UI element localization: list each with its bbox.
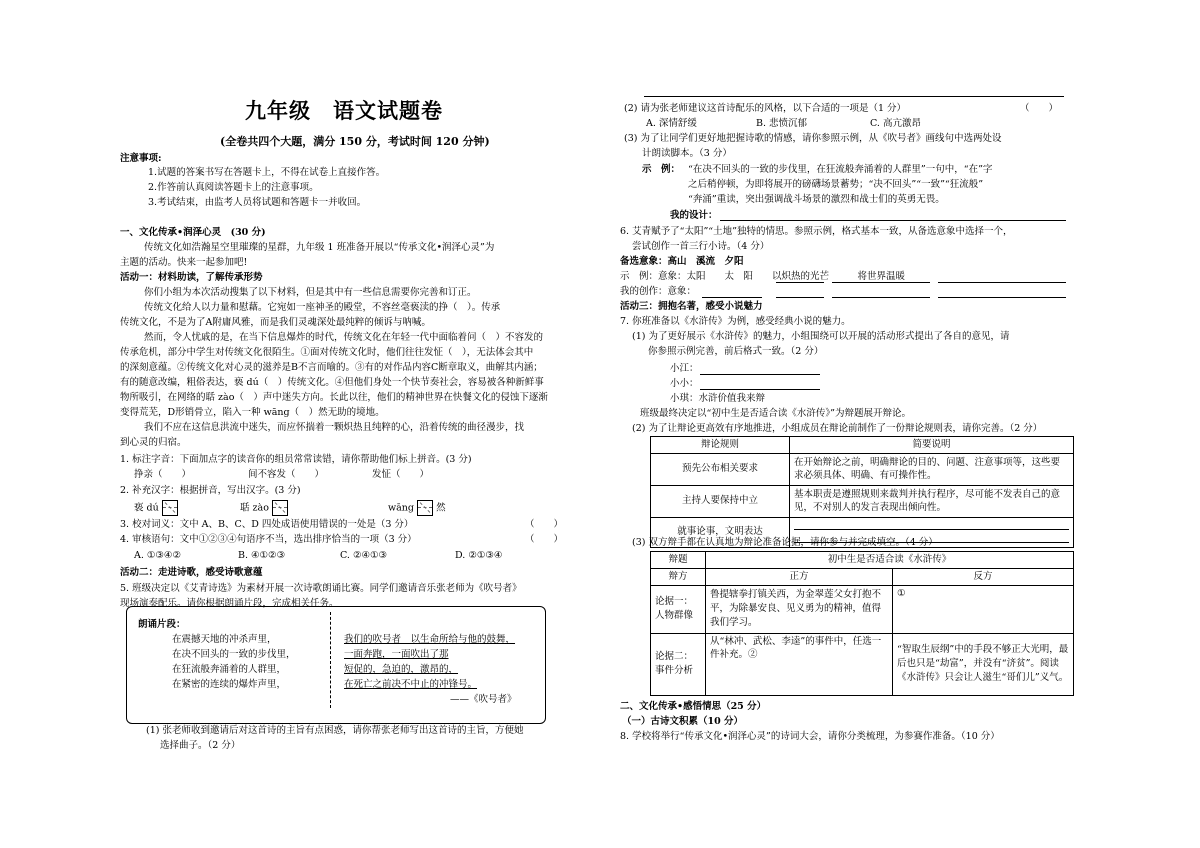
my-creation-label: 我的创作：意象：	[620, 286, 697, 297]
question-6: 6. 艾青赋予了“太阳”“土地”独特的情思。参照示例，格式基本一致，从备选意象中选择一个，	[620, 226, 1013, 237]
answer-line[interactable]	[938, 297, 1066, 298]
answer-cell[interactable]: 从“林冲、武松、李逵”的事件中，任选一件补充。②	[706, 633, 893, 695]
question-7-3: (3) 双方辩手都在认真地为辩论准备论据，请你参与并完成填空。（4 分）	[632, 537, 938, 548]
candidate-images: 备选意象：高山 溪流 夕阳	[620, 256, 744, 267]
answer-line[interactable]	[644, 96, 1064, 97]
question-7-1: (1) 为了更好展示《水浒传》的魅力，小组围绕可以开展的活动形式提出了各自的意见，请	[632, 331, 1010, 342]
answer-line[interactable]	[776, 297, 824, 298]
notice-item: 3.考试结束，由监考人员将试题和答题卡一并收回。	[148, 197, 367, 208]
option[interactable]: C. 高亢激昂	[870, 118, 921, 129]
paragraph-line: 你们小组为本次活动搜集了以下材料，但是其中有一些信息需要你完善和订正。	[144, 287, 477, 298]
answer-line[interactable]	[700, 389, 820, 390]
paragraph-line: 传承危机，部分中学生对传统文化很陌生。①面对传统文化时，他们往往发怔（ ），无法体会其中	[120, 347, 534, 358]
question-5: 5. 班级决定以《艾青诗选》为素材开展一次诗歌朗诵比赛。同学们邀请音乐张老师为《吹号者》	[120, 583, 522, 594]
poem-line: 在死亡之前决不中止的冲锋号。	[344, 679, 478, 690]
option[interactable]: A. ①③④②	[134, 550, 181, 561]
intro-line: 主题的活动。快来一起参加吧!	[120, 257, 248, 268]
paragraph-line: 变得荒芜，D形销骨立，陷入一种 wāng（ ）然无助的境地。	[120, 407, 385, 418]
question-5-2: (2) 请为张老师建议这首诗配乐的风格，以下合适的一项是（1 分）	[624, 103, 907, 114]
answer-box[interactable]	[417, 500, 433, 516]
activity-2-heading: 活动二：走进诗歌，感受诗歌意蕴	[120, 567, 263, 578]
table-header: 辩方	[651, 568, 706, 585]
answer-line[interactable]	[702, 297, 762, 298]
q2-word	[240, 500, 288, 516]
poem-line: 在决不回头的一致的步伐里，	[172, 649, 296, 660]
q1-word: 挣亲（ ）	[134, 469, 192, 480]
debate-topic: 初中生是否适合读《水浒传》	[706, 552, 1074, 569]
question-2: 2. 补充汉字：根据拼音，写出汉字。(3 分)	[120, 485, 301, 496]
table-cell: 主持人要保持中立	[651, 485, 790, 517]
option[interactable]: B. 悲愤沉郁	[756, 118, 808, 129]
table-cell: 基本职责是遵照规则来裁判并执行程序，尽可能不发表自己的意见，不对别人的发言表现出倾向性。	[790, 485, 1074, 517]
table-cell: 预先公布相关要求	[651, 453, 790, 485]
question-5-1: 选择曲子。（2 分）	[160, 740, 241, 751]
question-6: 尝试创作一首三行小诗。（4 分）	[632, 241, 770, 252]
example-underline	[938, 282, 1066, 283]
poem-source: ——《吹号者》	[450, 694, 517, 705]
reading-label: 朗诵片段：	[138, 619, 186, 630]
q2-word	[134, 500, 178, 516]
page-title: 九年级 语文试题卷	[245, 98, 443, 123]
poem-line: 在紧密的连续的爆炸声里，	[172, 679, 287, 690]
notice-heading: 注意事项:	[120, 153, 162, 164]
example-line: “奔涌”重读，突出强调战斗场景的激烈和战士们的英勇无畏。	[688, 194, 945, 205]
table-header: 简要说明	[790, 437, 1074, 454]
answer-paren[interactable]: （ ）	[1020, 103, 1059, 114]
answer-line[interactable]	[720, 220, 1066, 221]
q6-example: 示 例：意象：太阳 太 阳 以炽热的光芒 将世界温暖	[620, 271, 906, 282]
intro-line: 传统文化如浩瀚星空里璀璨的星群，九年级 1 班准备开展以“传承文化•润泽心灵”为	[144, 242, 495, 253]
speaker-line: 小江：	[670, 363, 699, 374]
paragraph-line: 物所吸引，在网络的聒 zào（ ）声中迷失方向。长此以往，他们的精神世界在快餐文化的侵蚀下逐渐	[120, 392, 548, 403]
question-4: 4. 审核语句：文中①②③④句语序不当，选出排序恰当的一项（3 分）	[120, 534, 417, 545]
example-line: “在决不回头的一致的步伐里，在狂流般奔涌着的人群里”一句中，“在”字	[688, 164, 993, 175]
my-design-label: 我的设计：	[670, 210, 718, 221]
example-label: 示 例：	[642, 164, 681, 175]
speaker-line: 小琪：水浒价值我来辩	[670, 393, 766, 404]
section-2-sub: （一）古诗文积累（10 分）	[622, 716, 744, 727]
example-line: 之后稍停顿，为即将展开的磅礴场景蓄势；“决不回头”“一致”“狂流般”	[688, 179, 984, 190]
answer-cell[interactable]: ①	[893, 585, 1074, 633]
section-1-heading: 一、文化传承•润泽心灵 (30 分)	[120, 227, 266, 238]
activity-3-heading: 活动三：拥抱名著，感受小说魅力	[620, 301, 763, 312]
question-5: 现场演奏配乐。请你根据朗诵片段，完成相关任务。	[120, 598, 339, 609]
q1-word: 发怔（ ）	[372, 469, 430, 480]
debate-table	[650, 551, 1074, 696]
speaker-line: 小小：	[670, 378, 699, 389]
q2-word	[388, 500, 446, 516]
table-cell: 在开始辩论之前，明确辩论的目的、问题、注意事项等，这些要求必须具体、明确、有可操作性。	[790, 453, 1074, 485]
example-underline	[832, 282, 930, 283]
poem-line: 在狂流般奔涌着的人群里，	[172, 664, 287, 675]
poem-line: 在震撼天地的冲杀声里，	[172, 634, 277, 645]
question-3: 3. 校对词义：文中 A、B、C、D 四处成语使用错误的一处是（3 分）	[120, 519, 414, 530]
paragraph-line: 有的随意改编，粗俗表达，亵 dú（ ）传统文化。④但他们身处一个快节奏社会，容易被各种新鲜事	[120, 377, 544, 388]
debate-decision: 班级最终决定以“初中生是否适合读《水浒传》”为辩题展开辩论。	[640, 408, 911, 419]
poem-line: 我们的吹号者 以生命所给与他的鼓舞，	[344, 634, 516, 645]
answer-paren[interactable]: （ ）	[525, 519, 564, 530]
paragraph-line: 的深刻意蕴。②传统文化对心灵的滋养是B不言而喻的。③有的对作品内容C断章取义，曲解其内涵；	[120, 362, 543, 373]
option[interactable]: C. ②④①③	[340, 550, 388, 561]
question-5-1: (1) 张老师收到邀请后对这首诗的主旨有点困惑，请你帮张老师写出这首诗的主旨，方便她	[146, 725, 524, 736]
table-header: 反方	[893, 568, 1074, 585]
question-7-2: (2) 为了让辩论更高效有序地推进，小组成员在辩论前制作了一份辩论规则表，请你完善。（2 分）	[632, 423, 1043, 434]
q2-pinyin: 聒 zào	[240, 502, 269, 514]
notice-item: 1.试题的答案书写在答题卡上，不得在试卷上直接作答。	[148, 167, 386, 178]
q1-word: 间不容发（ ）	[248, 469, 325, 480]
paragraph-line: 然而，令人忧戚的是，在当下信息爆炸的时代，传统文化在年轻一代中面临着问（ ）不容发的	[144, 332, 544, 343]
answer-box[interactable]	[162, 500, 178, 516]
question-8: 8. 学校将举行“传承文化•润泽心灵”的诗词大会，请你分类梳理，为参赛作准备。（10 分）	[620, 731, 1000, 742]
answer-box[interactable]	[272, 500, 288, 516]
scroll-divider	[330, 612, 331, 708]
question-5-3: (3) 为了让同学们更好地把握诗歌的情感，请你参照示例，从《吹号者》画线句中选两处设	[624, 133, 1002, 144]
table-cell: 就事论事，文明表达	[651, 517, 790, 547]
paragraph-line: 到心灵的归宿。	[120, 437, 187, 448]
table-header: 辩题	[651, 552, 706, 569]
table-cell: 论据一：人物群像	[651, 585, 706, 633]
table-header: 辩论规则	[651, 437, 790, 454]
question-5-3: 计朗读脚本。（3 分）	[642, 148, 732, 159]
answer-line[interactable]	[700, 374, 820, 375]
question-1: 1. 标注字音：下面加点字的读音你的组员常常读错，请你帮助他们标上拼音。(3 分)	[120, 454, 472, 465]
section-2-heading: 二、文化传承•感悟情思（25 分）	[620, 701, 767, 712]
option[interactable]: D. ②①③④	[455, 550, 503, 561]
table-cell: “智取生辰纲”中的手段不够正大光明，最后也只是“劫富”，并没有“济贫”。阅读《水浒传》只会让人滋生“哥们儿”义气。	[893, 633, 1074, 695]
exam-subtitle: (全卷共四个大题，满分 150 分，考试时间 120 分钟)	[220, 135, 490, 148]
option[interactable]: B. ④①②③	[238, 550, 286, 561]
q2-char: 然	[436, 502, 446, 514]
table-header: 正方	[706, 568, 893, 585]
answer-line[interactable]	[832, 297, 930, 298]
paragraph-line: 我们不应在这信息洪流中迷失，而应怀揣着一颗炽热且纯粹的心，沿着传统的曲径漫步，找	[144, 422, 525, 433]
rules-table	[650, 436, 1074, 548]
question-7-1: 你参照示例完善，前后格式一致。（2 分）	[648, 346, 824, 357]
paragraph-line: 传统文化，不是为了A附庸风雅，而是我们灵魂深处最纯粹的倾诉与呐喊。	[120, 317, 431, 328]
q2-pinyin: wāng	[388, 502, 414, 514]
q2-pinyin: 亵 dú	[134, 502, 159, 514]
activity-1-heading: 活动一：材料助读，了解传承形势	[120, 272, 263, 283]
table-cell: 鲁提辖拳打镇关西，为金翠莲父女打抱不平，为除暴安良、见义勇为的精神，值得我们学习。	[706, 585, 893, 633]
example-underline	[776, 282, 824, 283]
question-7: 7. 你班准备以《水浒传》为例，感受经典小说的魅力。	[620, 316, 851, 327]
paragraph-line: 传统文化给人以力量和慰藉。它宛如一座神圣的殿堂，不容丝毫亵渎的挣（ ）。传承	[144, 302, 501, 313]
option[interactable]: A. 深情舒缓	[646, 118, 697, 129]
table-cell: 论据二：事件分析	[651, 633, 706, 695]
notice-item: 2.作答前认真阅读答题卡上的注意事项。	[148, 182, 319, 193]
poem-line: 短促的，急迫的，激昂的，	[344, 664, 459, 675]
poem-line: 一面奔跑，一面吹出了那	[344, 649, 449, 660]
answer-paren[interactable]: （ ）	[525, 534, 564, 545]
